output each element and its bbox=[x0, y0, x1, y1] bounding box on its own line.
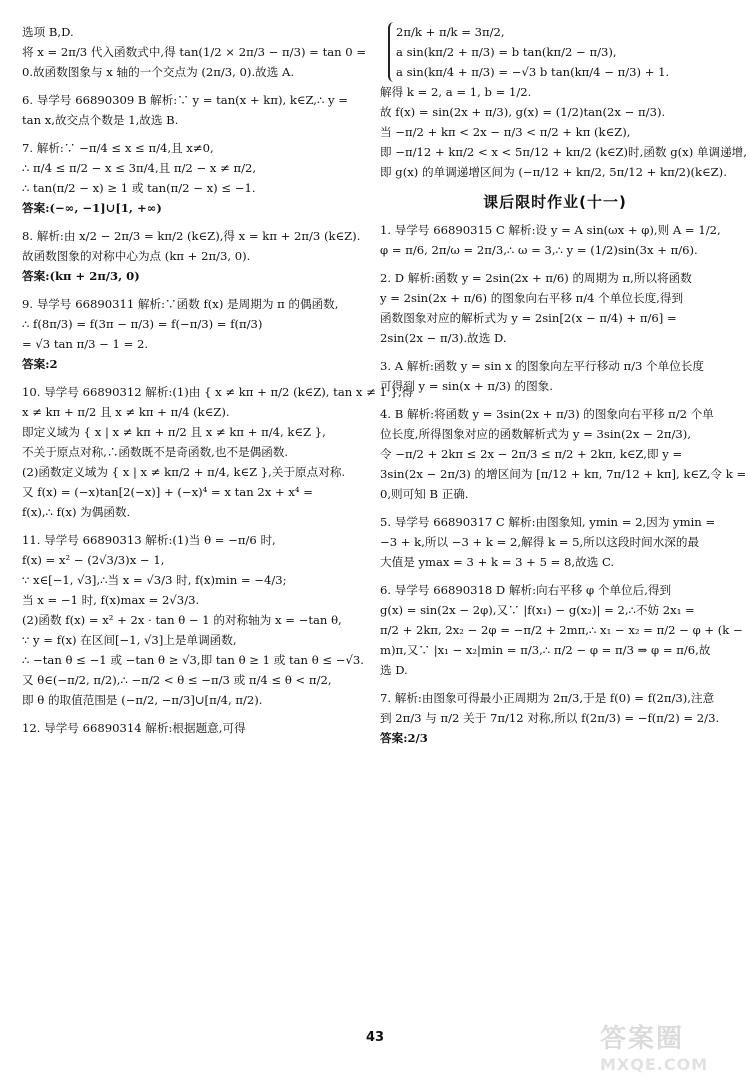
text-line: 解得 k = 2, a = 1, b = 1/2. bbox=[380, 85, 532, 99]
text-line: y = 2sin(2x + π/6) 的图象向右平移 π/4 个单位长度,得到 bbox=[380, 291, 684, 305]
text-line: 3sin(2x − 2π/3) 的增区间为 [π/12 + kπ, 7π/12 + kπ], k∈Z,令 k = bbox=[380, 467, 747, 481]
text-line: 当 x = −1 时, f(x)max = 2√3/3. bbox=[22, 593, 200, 607]
text-line: 1. 导学号 66890315 C 解析:设 y = A sin(ωx + φ),则 A = 1/2, bbox=[380, 223, 721, 237]
text-line: 即 g(x) 的单调递增区间为 (−π/12 + kπ/2, 5π/12 + kπ/2)(k∈Z). bbox=[380, 165, 727, 179]
text-line: 3. A 解析:函数 y = sin x 的图象向左平行移动 π/3 个单位长度 bbox=[380, 359, 705, 373]
text-line: f(x) = x² − (2√3/3)x − 1, bbox=[22, 553, 165, 567]
text-line: 7. 解析:由图象可得最小正周期为 2π/3,于是 f(0) = f(2π/3),注意 bbox=[380, 691, 715, 705]
text-line: 即定义域为 { x | x ≠ kπ + π/2 且 x ≠ kπ + π/4, k∈Z }, bbox=[22, 425, 326, 439]
text-line: ∴ −tan θ ≤ −1 或 −tan θ ≥ √3,即 tan θ ≥ 1 或 tan θ ≤ −√3. bbox=[22, 653, 364, 667]
text-line: 可得到 y = sin(x + π/3) 的图象. bbox=[380, 379, 553, 393]
text-line: 6. 导学号 66890318 D 解析:向右平移 φ 个单位后,得到 bbox=[380, 583, 672, 597]
text-line: φ = π/6, 2π/ω = 2π/3,∴ ω = 3,∴ y = (1/2)sin(3x + π/6). bbox=[380, 243, 698, 257]
answer-line: 答案:2 bbox=[22, 357, 58, 371]
text-line: 令 −π/2 + 2kπ ≤ 2x − 2π/3 ≤ π/2 + 2kπ, k∈Z,即 y = bbox=[380, 447, 683, 461]
text-line: 8. 解析:由 x/2 − 2π/3 = kπ/2 (k∈Z),得 x = kπ + 2π/3 (k∈Z). bbox=[22, 229, 361, 243]
text-line: x ≠ kπ + π/2 且 x ≠ kπ + π/4 (k∈Z). bbox=[22, 405, 230, 419]
text-line: a sin(kπ/4 + π/3) = −√3 b tan(kπ/4 − π/3) + 1. bbox=[396, 65, 670, 79]
text-line: 2. D 解析:函数 y = 2sin(2x + π/6) 的周期为 π,所以将函数 bbox=[380, 271, 692, 285]
text-line: 位长度,所得图象对应的函数解析式为 y = 3sin(2x − 2π/3), bbox=[380, 427, 692, 441]
text-line: −3 + k,所以 −3 + k = 2,解得 k = 5,所以这段时间水深的最 bbox=[380, 535, 700, 549]
text-line: 故函数图象的对称中心为点 (kπ + 2π/3, 0). bbox=[22, 249, 251, 263]
text-line: 到 2π/3 与 π/2 关于 7π/12 对称,所以 f(2π/3) = −f(π/2) = 2/3. bbox=[380, 711, 720, 725]
text-line: 11. 导学号 66890313 解析:(1)当 θ = −π/6 时, bbox=[22, 533, 276, 547]
text-line: 将 x = 2π/3 代入函数式中,得 tan(1/2 × 2π/3 − π/3) = tan 0 = bbox=[22, 45, 367, 59]
text-line: ∵ x∈[−1, √3],∴当 x = √3/3 时, f(x)min = −4/3; bbox=[22, 573, 287, 587]
page-number: 43 bbox=[365, 1030, 385, 1045]
text-line: 即 θ 的取值范围是 (−π/2, −π/3]∪[π/4, π/2). bbox=[22, 693, 263, 707]
text-line: 10. 导学号 66890312 解析:(1)由 { x ≠ kπ + π/2 (k∈Z), tan x ≠ 1 },得 bbox=[22, 385, 414, 399]
text-line: m)π,又∵ |x₁ − x₂|min = π/3,∴ π/2 − φ = π/3 ⇒ φ = π/6,故 bbox=[380, 643, 711, 657]
text-line: 7. 解析:∵ −π/4 ≤ x ≤ π/4,且 x≠0, bbox=[22, 141, 214, 155]
text-line: 函数图象对应的解析式为 y = 2sin[2(x − π/4) + π/6] = bbox=[380, 311, 677, 325]
text-line: 4. B 解析:将函数 y = 3sin(2x + π/3) 的图象向右平移 π/2 个单 bbox=[380, 407, 714, 421]
text-line: 12. 导学号 66890314 解析:根据题意,可得 bbox=[22, 721, 246, 735]
text-line: tan x,故交点个数是 1,故选 B. bbox=[22, 113, 179, 127]
text-line: (2)函数定义域为 { x | x ≠ kπ/2 + π/4, k∈Z },关于原点对称. bbox=[22, 465, 346, 479]
text-line: f(x),∴ f(x) 为偶函数. bbox=[22, 505, 131, 519]
answer-line: 答案:(−∞, −1]∪[1, +∞) bbox=[22, 201, 162, 215]
text-line: 选项 B,D. bbox=[22, 25, 74, 39]
text-line: g(x) = sin(2x − 2φ),又∵ |f(x₁) − g(x₂)| = 2,∴不妨 2x₁ = bbox=[380, 603, 695, 617]
answer-line: 答案:(kπ + 2π/3, 0) bbox=[22, 269, 140, 283]
text-line: 大值是 ymax = 3 + k = 3 + 5 = 8,故选 C. bbox=[380, 555, 615, 569]
text-line: 选 D. bbox=[380, 663, 408, 677]
equation-system bbox=[388, 22, 730, 82]
text-line: a sin(kπ/2 + π/3) = b tan(kπ/2 − π/3), bbox=[396, 45, 617, 59]
text-line: 不关于原点对称,∴函数既不是奇函数,也不是偶函数. bbox=[22, 445, 289, 459]
text-line: 即 −π/12 + kπ/2 < x < 5π/12 + kπ/2 (k∈Z)时,函数 g(x) 单调递增, bbox=[380, 145, 747, 159]
text-line: 6. 导学号 66890309 B 解析:∵ y = tan(x + kπ), k∈Z,∴ y = bbox=[22, 93, 349, 107]
watermark-text: 答案圈 bbox=[600, 1024, 685, 1054]
text-line: (2)函数 f(x) = x² + 2x · tan θ − 1 的对称轴为 x = −tan θ, bbox=[22, 613, 342, 627]
text-line: ∴ tan(π/2 − x) ≥ 1 或 tan(π/2 − x) ≤ −1. bbox=[22, 181, 256, 195]
section-heading: 课后限时作业(十一) bbox=[483, 193, 627, 211]
text-line: 5. 导学号 66890317 C 解析:由图象知, ymin = 2,因为 ymin = bbox=[380, 515, 716, 529]
text-line: 故 f(x) = sin(2x + π/3), g(x) = (1/2)tan(2x − π/3). bbox=[380, 105, 666, 119]
text-line: 9. 导学号 66890311 解析:∵函数 f(x) 是周期为 π 的偶函数, bbox=[22, 297, 339, 311]
text-line: ∵ y = f(x) 在区间[−1, √3]上是单调函数, bbox=[22, 633, 237, 647]
text-line: π/2 + 2kπ, 2x₂ − 2φ = −π/2 + 2mπ,∴ x₁ − x₂ = π/2 − φ + (k − bbox=[380, 623, 743, 637]
text-line: 2sin(2x − π/3).故选 D. bbox=[380, 331, 507, 345]
text-line: ∴ π/4 ≤ π/2 − x ≤ 3π/4,且 π/2 − x ≠ π/2, bbox=[22, 161, 257, 175]
text-line: 当 −π/2 + kπ < 2x − π/3 < π/2 + kπ (k∈Z), bbox=[380, 125, 631, 139]
text-line: 又 θ∈(−π/2, π/2),∴ −π/2 < θ ≤ −π/3 或 π/4 ≤ θ < π/2, bbox=[22, 673, 332, 687]
answer-line: 答案:2/3 bbox=[380, 731, 428, 745]
text-line: 0.故函数图象与 x 轴的一个交点为 (2π/3, 0).故选 A. bbox=[22, 65, 295, 79]
watermark-url: MXQE.COM bbox=[600, 1055, 709, 1074]
text-line: 2π/k + π/k = 3π/2, bbox=[396, 25, 505, 39]
text-line: 0,则可知 B 正确. bbox=[380, 487, 469, 501]
text-line: 又 f(x) = (−x)tan[2(−x)] + (−x)⁴ = x tan 2x + x⁴ = bbox=[22, 485, 313, 499]
watermark-logo bbox=[600, 1018, 740, 1076]
text-line: = √3 tan π/3 − 1 = 2. bbox=[22, 337, 149, 351]
right-column bbox=[380, 22, 747, 748]
text-line: ∴ f(8π/3) = f(3π − π/3) = f(−π/3) = f(π/3) bbox=[22, 317, 263, 331]
